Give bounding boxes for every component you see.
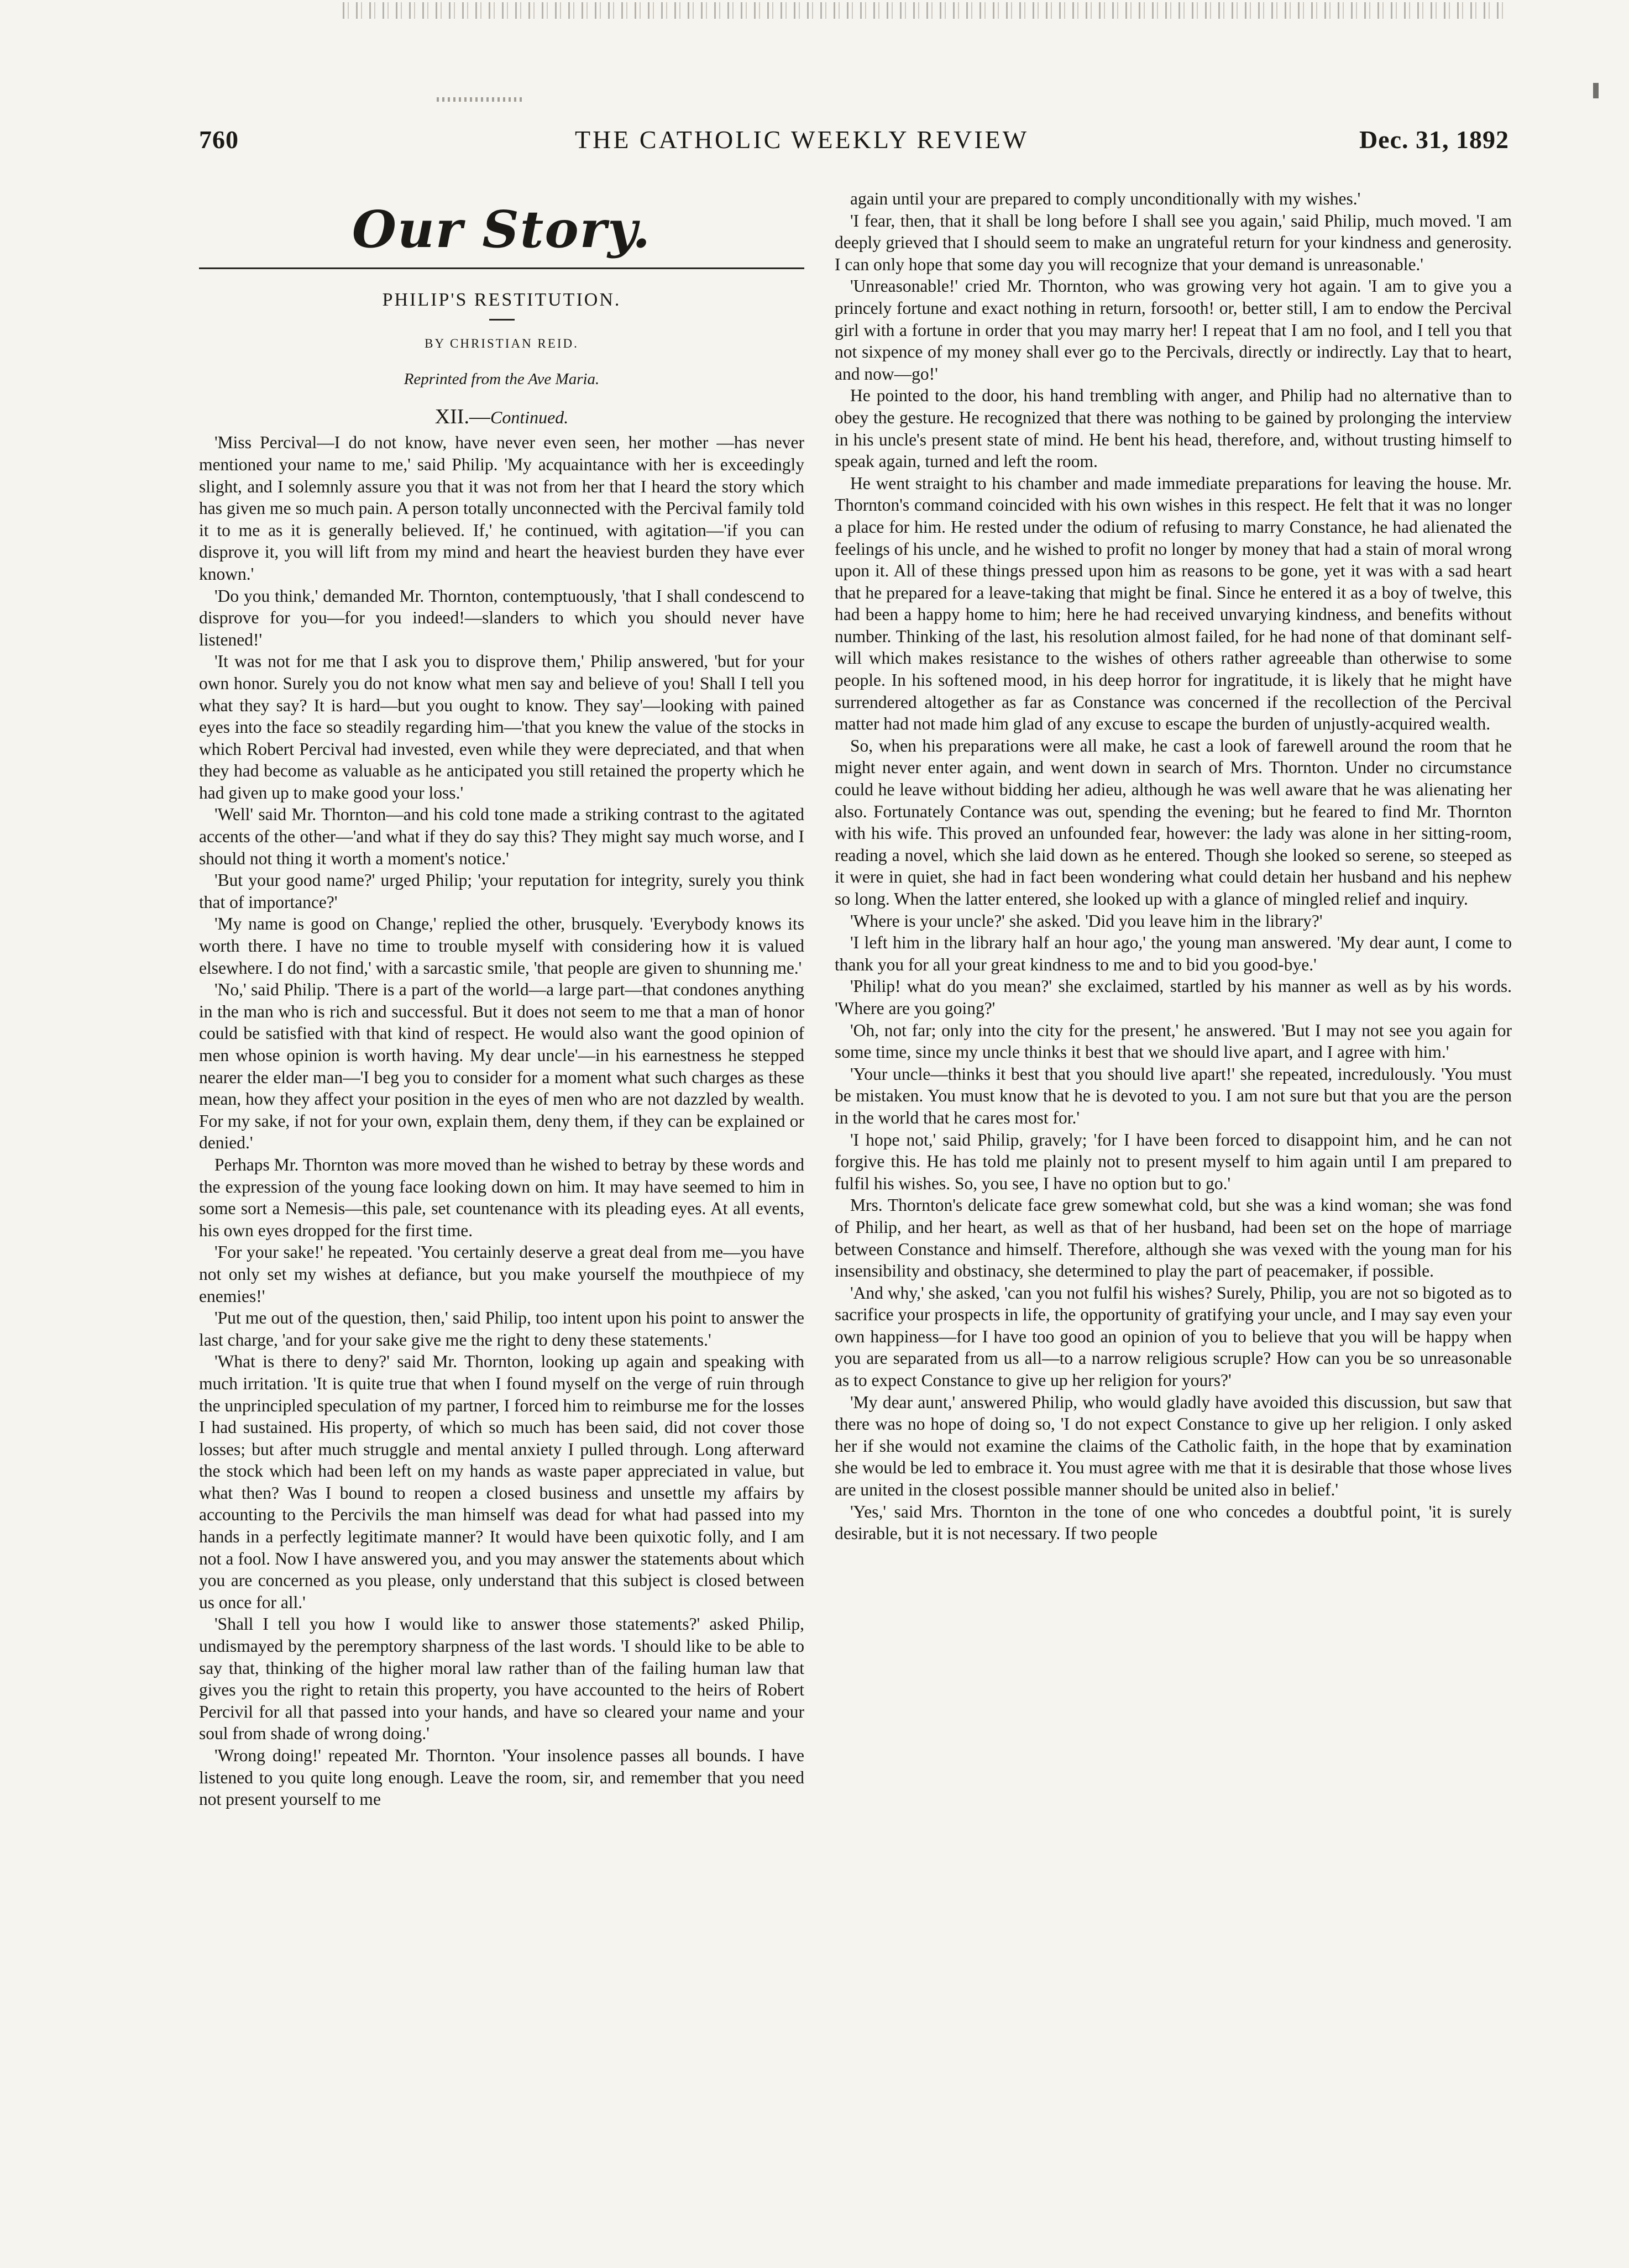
paragraph: 'Where is your uncle?' she asked. 'Did you leave him in the library?' — [850, 911, 1323, 931]
reprint-note: Reprinted from the Ave Maria. — [404, 370, 600, 389]
paragraph: 'It was not for me that I ask you to disprove them,' Philip answered, 'but for your own honor. Surely you do not know what men say and believe of you! Shall I tell you what they say? It is hard—but you ought to know. They say'—looking with pained eyes into the face so steadily regarding him—'that you knew the value of the stocks in which Robert Percival had invested, even while they were depreciated, and that when they had become as valuable as he anticipated you still retained the property which he had given up to make good your loss.' — [199, 652, 804, 802]
paragraph: He pointed to the door, his hand trembling with anger, and Philip had no alternative than to obey the gesture. He recognized that there was nothing to be gained by prolonging the interview in his uncle's present state of mind. He bent his head, therefore, and, without trusting himself to speak again, turned and left the room. — [835, 386, 1512, 471]
paragraph: 'And why,' she asked, 'can you not fulfil his wishes? Surely, Philip, you are not so bigoted as to sacrifice your prospects in life, the opportunity of gratifying your uncle, and I may say even your own happiness—for I have too good an opinion of you to believe that you will be happy when you are separated from us all—to a narrow religious scruple? How can you be so unreasonable as to expect Constance to give up her religion for yours?' — [835, 1283, 1512, 1390]
paragraph: Perhaps Mr. Thornton was more moved than he wished to betray by these words and the expression of the young face looking down on him. It may have seemed to him in some sort a Nemesis—this pale, set countenance with its pleading eyes. At all events, his own eyes dropped for the first time. — [199, 1154, 804, 1240]
paragraph: He went straight to his chamber and made immediate preparations for leaving the house. Mr. Thornton's command coincided with his own wishes in this respect. He felt that it was no longer a place for him. He rested under the odium of refusing to marry Constance, he had alienated the feelings of his uncle, and he wished to profit no longer by money that had a stain of moral wrong upon it. All of these things pressed upon him as reasons to be gone, yet it was with a sad heart that he prepared for a leave-taking that might be final. Since he entered it as a boy of twelve, this had been a happy home to him; here he had received unvarying kindness, and benefits without number. Thinking of the last, his resolution almost failed, for he had none of that dominant self-will which makes resistance to the wishes of others rather agreeable than otherwise to some people. In his softened mood, in his deep horror for ingratitude, it is likely that he might have surrendered altogether as far as Constance was concerned if the recollection of the Percival matter had not made him glad of any excuse to escape the burden of unjustly-acquired wealth. — [835, 473, 1512, 734]
divider — [489, 319, 515, 321]
paragraph: So, when his preparations were all make, he cast a look of farewell around the room that he might never enter again, and went down in search of Mrs. Thornton. Under no circumstance could he leave without bidding her adieu, although he was well aware that he was alienating her also. Fortunately Contance was out, spending the evening; but he feared to find Mr. Thornton with his wife. This proved an unfounded fear, however: the lady was alone in her sitting-room, reading a novel, which she laid down as he entered. Though she looked so serene, so steeped as it were in quiet, she had in fact been wondering what could detain her husband and his nephew so long. When the latter entered, she looked up with a glance of mingled relief and inquiry. — [835, 736, 1512, 909]
paragraph: 'Shall I tell you how I would like to answer those statements?' asked Philip, undismayed by the peremptory sharpness of the last words. 'I should like to be able to say that, thinking of the higher moral law rather than of the failing human law that gives you the right to retain this property, you have accounted to the heirs of Robert Percivil for all that passed into your hands, and have so cleared your name and your soul from shade of wrong doing.' — [199, 1614, 804, 1744]
paragraph: 'I left him in the library half an hour ago,' the young man answered. 'My dear aunt, I come to thank you for all your great kindness to me and to bid you good-bye.' — [835, 933, 1512, 974]
paragraph: Mrs. Thornton's delicate face grew somewhat cold, but she was a kind woman; she was fond of Philip, and her heart, as well as that of her husband, had been set on the hope of marriage between Constance and himself. Therefore, although she was vexed with the young man for his insensibility and obstinacy, she determined to play the part of peacemaker, if possible. — [835, 1195, 1512, 1281]
paragraph: 'Yes,' said Mrs. Thornton in the tone of one who concedes a doubtful point, 'it is surely desirable, but it is not necessary. If two people — [835, 1502, 1512, 1544]
right-column — [835, 188, 1512, 1545]
paragraph: 'My dear aunt,' answered Philip, who would gladly have avoided this discussion, but saw that there was no hope of doing so, 'I do not expect Constance to give up her religion. I only asked her if she would not examine the claims of the Catholic faith, in the hope that by examination she would be led to embrace it. You must agree with me that it is desirable that those whose lives are united in the closest possible manner should be united also in belief.' — [835, 1392, 1512, 1500]
left-column-body — [199, 432, 804, 1810]
section-title: Our Story. — [352, 200, 652, 259]
paragraph: 'Unreasonable!' cried Mr. Thornton, who was growing very hot again. 'I am to give you a princely fortune and exact nothing in return, forsooth! or, better still, I am to endow the Percival girl with a fortune in order that you may marry her! I repeat that I am no fool, and I tell you that not sixpence of my money shall ever go to the Percivals, directly or indirectly. Lay that to heart, and now—go!' — [835, 276, 1512, 384]
page-number: 760 — [199, 125, 239, 154]
paragraph: 'What is there to deny?' said Mr. Thornton, looking up again and speaking with much irritation. 'It is quite true that when I found myself on the verge of ruin through the unprincipled speculation of my partner, I forced him to reimburse me for the losses I had sustained. His property, of which so much has been said, did not cover those losses; but after much struggle and mental anxiety I pulled through. Long afterward the stock which had been left on my hands as waste paper appreciated in value, but what then? Was I bound to reopen a closed business and unsettle my affairs by accounting to the Percivils the man himself was dead for what had passed into my hands in a perfectly legitimate manner? It would have been quixotic folly, and I am not a fool. Now I have answered you, and you may answer the statements about which you are concerned as you please, only understand that this subject is closed between us once for all.' — [199, 1352, 804, 1612]
scan-artifact — [343, 2, 1504, 19]
paragraph: 'Wrong doing!' repeated Mr. Thornton. 'Your insolence passes all bounds. I have listened to you quite long enough. Leave the room, sir, and remember that you need not present yourself to me — [199, 1746, 804, 1809]
chapter-suffix: Continued. — [490, 407, 569, 427]
byline: BY CHRISTIAN REID. — [425, 336, 579, 350]
paragraph: 'Do you think,' demanded Mr. Thornton, contemptuously, 'that I shall condescend to disprove for you—for you indeed!—slanders to which you should never have listened!' — [199, 586, 804, 649]
publication-title: THE CATHOLIC WEEKLY REVIEW — [575, 125, 1029, 154]
paragraph: 'I fear, then, that it shall be long before I shall see you again,' said Philip, much moved. 'I am deeply grieved that I should seem to make an ungrateful return for your kindness and generosity. I can only hope that some day you will recognize that your demand is unreasonable.' — [835, 211, 1512, 274]
left-column — [199, 188, 804, 1810]
paragraph: 'Well' said Mr. Thornton—and his cold tone made a striking contrast to the agitated accents of the other—'and what if they do say this? They might say much worse, and I should not thing it worth a moment's notice.' — [199, 805, 804, 868]
paragraph: again until your are prepared to comply unconditionally with my wishes.' — [850, 189, 1361, 208]
scan-artifact — [1593, 83, 1599, 98]
paragraph: 'My name is good on Change,' replied the other, brusquely. 'Everybody knows its worth there. I have no time to trouble myself with considering how it is valued elsewhere. I do not find,' with a sarcastic smile, 'that people are given to shunning me.' — [199, 914, 804, 978]
issue-date: Dec. 31, 1892 — [1359, 125, 1509, 154]
paragraph: 'But your good name?' urged Philip; 'your reputation for integrity, surely you think that of importance?' — [199, 870, 804, 912]
paragraph: 'I hope not,' said Philip, gravely; 'for I have been forced to disappoint him, and he can not forgive this. He has told me plainly not to present myself to him again until I am prepared to fulfil his wishes. So, you see, I have no option but to go.' — [835, 1130, 1512, 1193]
paragraph: 'Philip! what do you mean?' she exclaimed, startled by his manner as well as by his words. 'Where are you going?' — [835, 977, 1512, 1018]
scan-artifact — [437, 97, 525, 102]
story-title: PHILIP'S RESTITUTION. — [382, 290, 621, 310]
paragraph: 'Oh, not far; only into the city for the present,' he answered. 'But I may not see you again for some time, since my uncle thinks it best that we should live apart, and I agree with him.' — [835, 1020, 1512, 1062]
paragraph: 'Your uncle—thinks it best that you should live apart!' she repeated, incredulously. 'You must be mistaken. You must know that he is devoted to you. I am not sure but that you are the person in the world that he cares most for.' — [835, 1064, 1512, 1127]
chapter-number: XII.— — [434, 405, 490, 428]
paragraph: 'Miss Percival—I do not know, have never even seen, her mother —has never mentioned your name to me,' said Philip. 'My acquaintance with her is exceedingly slight, and I solemnly assure you that it was not from her that I heard the story which has given me so much pain. A person totally unconnected with the Percival family told it to me as it is generally believed. If,' he continued, with agitation—'if you can disprove it, you will lift from my mind and heart the heaviest burden they have ever known.' — [199, 433, 804, 584]
right-column-body — [835, 188, 1512, 1545]
paragraph: 'Put me out of the question, then,' said Philip, too intent upon his point to answer the last charge, 'and for your sake give me the right to deny these statements.' — [199, 1308, 804, 1350]
page-header — [199, 123, 1509, 161]
chapter-heading — [199, 406, 804, 429]
paragraph: 'For your sake!' he repeated. 'You certainly deserve a great deal from me—you have not only set my wishes at defiance, but you make yourself the mouthpiece of my enemies!' — [199, 1242, 804, 1306]
divider — [199, 267, 804, 269]
paragraph: 'No,' said Philip. 'There is a part of the world—a large part—that condones anything in the man who is rich and successful. But it does not seem to me that a man of honor could be satisfied with that kind of respect. He would also want the good opinion of men whose opinion is worth having. My dear uncle'—in his earnestness he stepped nearer the elder man—'I beg you to consider for a moment what such charges as these mean, how they affect your position in the eyes of men who are not dazzled by wealth. For my sake, if not for your own, explain them, deny them, if they can be explained or denied.' — [199, 980, 804, 1153]
